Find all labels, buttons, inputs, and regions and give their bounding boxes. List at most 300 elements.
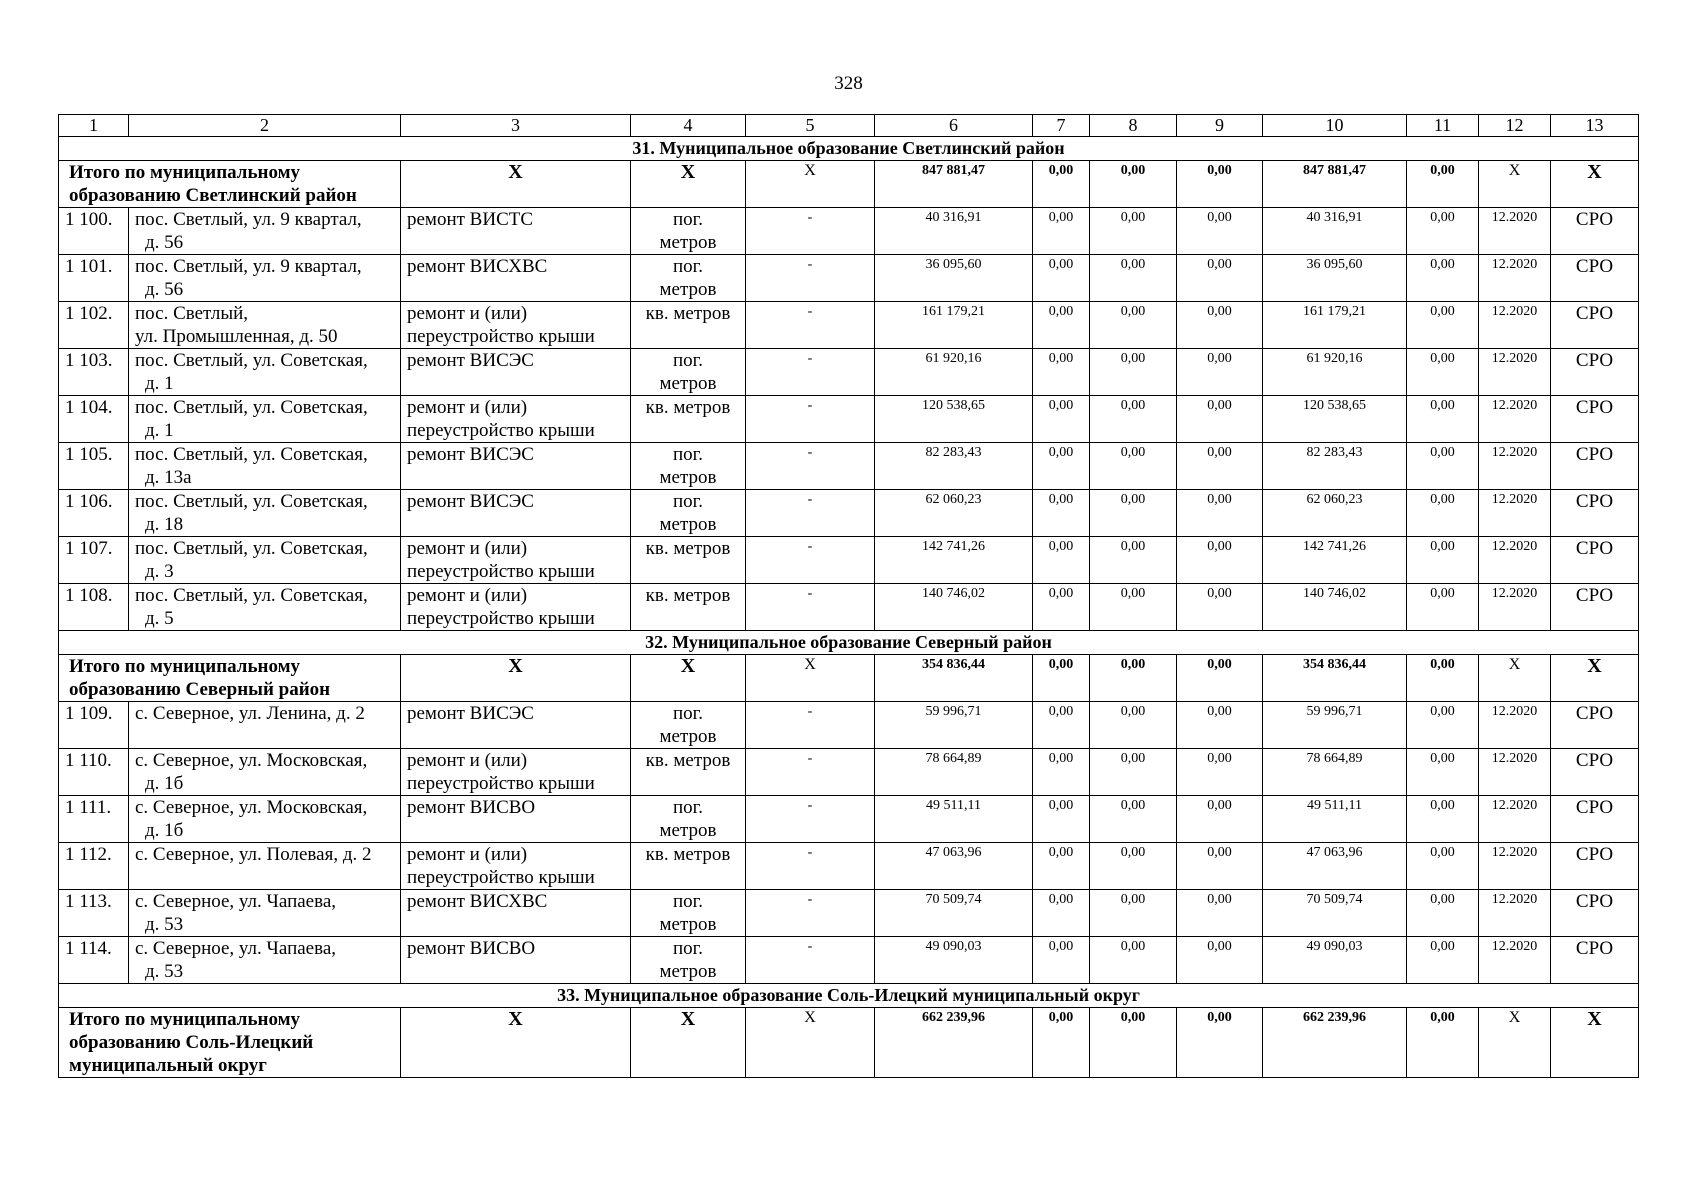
operator-cell-text: СРО bbox=[1575, 585, 1614, 606]
col-12-cell bbox=[1479, 443, 1551, 490]
section-title-row bbox=[59, 137, 1639, 161]
col-9-cell bbox=[1177, 396, 1263, 443]
total-col-3 bbox=[401, 1008, 631, 1078]
unit-line: кв. метров bbox=[645, 538, 731, 559]
col-10-cell-text: 70 509,74 bbox=[1306, 892, 1363, 907]
col-6-cell-text: 120 538,65 bbox=[922, 398, 985, 413]
address-line: с. Северное, ул. Чапаева, bbox=[135, 891, 337, 912]
unit-line: метров bbox=[659, 514, 717, 535]
col-9-cell-text: 0,00 bbox=[1207, 845, 1232, 860]
col-8-cell-text: 0,00 bbox=[1120, 845, 1146, 860]
work-type-line: ремонт ВИСЭС bbox=[407, 350, 534, 371]
total-col-4 bbox=[631, 1008, 746, 1078]
col-10-cell bbox=[1263, 490, 1407, 537]
operator-cell-text: СРО bbox=[1575, 891, 1614, 912]
col-5-cell-text: - bbox=[807, 445, 813, 460]
unit-cell bbox=[631, 537, 746, 584]
row-number-text: 1 113. bbox=[65, 891, 112, 912]
col-9-cell bbox=[1177, 584, 1263, 631]
unit-line: пог. bbox=[672, 797, 704, 818]
col-6-cell bbox=[875, 255, 1033, 302]
unit-line: метров bbox=[659, 373, 717, 394]
total-col-8-text: 0,00 bbox=[1120, 657, 1146, 672]
col-10-cell bbox=[1263, 584, 1407, 631]
col-6-cell bbox=[875, 584, 1033, 631]
total-col-6-text: 354 836,44 bbox=[922, 657, 985, 672]
col-12-cell-text: 12.2020 bbox=[1491, 445, 1538, 460]
total-col-8-text: 0,00 bbox=[1120, 163, 1146, 178]
col-9-cell-text: 0,00 bbox=[1207, 586, 1232, 601]
total-name-line: муниципальный округ bbox=[69, 1055, 267, 1076]
row-number bbox=[59, 749, 129, 796]
col-9-cell-text: 0,00 bbox=[1207, 210, 1232, 225]
unit-cell bbox=[631, 396, 746, 443]
unit-line: пог. bbox=[672, 491, 704, 512]
col-7-cell bbox=[1033, 537, 1090, 584]
page-number: 328 bbox=[834, 73, 863, 94]
total-col-10-text: 662 239,96 bbox=[1303, 1010, 1366, 1025]
col-9-cell bbox=[1177, 443, 1263, 490]
operator-cell bbox=[1551, 937, 1639, 984]
work-type-cell bbox=[401, 702, 631, 749]
address-cell bbox=[129, 443, 401, 490]
col-11-cell bbox=[1407, 749, 1479, 796]
total-name bbox=[59, 161, 401, 208]
row-number bbox=[59, 890, 129, 937]
col-10-cell bbox=[1263, 537, 1407, 584]
total-col-7-text: 0,00 bbox=[1048, 1010, 1074, 1025]
total-col-13-text: X bbox=[1587, 655, 1602, 677]
col-11-cell-text: 0,00 bbox=[1430, 939, 1455, 954]
col-6-cell bbox=[875, 302, 1033, 349]
unit-line: метров bbox=[659, 961, 717, 982]
col-8-cell bbox=[1090, 749, 1177, 796]
col-5-cell bbox=[746, 890, 875, 937]
col-6-cell bbox=[875, 702, 1033, 749]
col-11-cell-text: 0,00 bbox=[1430, 304, 1455, 319]
col-9-cell-text: 0,00 bbox=[1207, 445, 1232, 460]
col-11-cell bbox=[1407, 584, 1479, 631]
total-row bbox=[59, 161, 1639, 208]
col-11-cell bbox=[1407, 796, 1479, 843]
col-5-cell bbox=[746, 396, 875, 443]
col-6-cell-text: 49 511,11 bbox=[926, 798, 981, 813]
col-11-cell bbox=[1407, 302, 1479, 349]
col-8-cell-text: 0,00 bbox=[1120, 892, 1146, 907]
row-number bbox=[59, 443, 129, 490]
work-type-line: ремонт и (или) bbox=[407, 538, 528, 559]
address-line: пос. Светлый, bbox=[135, 303, 249, 324]
total-name-line: образованию Соль-Илецкий bbox=[69, 1032, 314, 1053]
address-line: д. 56 bbox=[145, 232, 184, 253]
address-line: с. Северное, ул. Московская, bbox=[135, 750, 368, 771]
col-7-cell-text: 0,00 bbox=[1048, 304, 1074, 319]
col-11-cell-text: 0,00 bbox=[1430, 892, 1455, 907]
unit-cell bbox=[631, 584, 746, 631]
col-11-cell bbox=[1407, 937, 1479, 984]
total-name-line: образованию Светлинский район bbox=[69, 185, 357, 206]
col-9-cell bbox=[1177, 302, 1263, 349]
total-col-6 bbox=[875, 161, 1033, 208]
address-cell bbox=[129, 796, 401, 843]
col-10-cell bbox=[1263, 937, 1407, 984]
col-8-cell-text: 0,00 bbox=[1120, 492, 1146, 507]
unit-line: метров bbox=[659, 232, 717, 253]
column-number-label: 4 bbox=[683, 115, 693, 135]
unit-line: кв. метров bbox=[645, 844, 731, 865]
table-row bbox=[59, 255, 1639, 302]
program-table bbox=[58, 114, 1639, 1078]
address-line: д. 18 bbox=[145, 514, 184, 535]
address-line: пос. Светлый, ул. Советская, bbox=[135, 350, 368, 371]
col-10-cell bbox=[1263, 443, 1407, 490]
operator-cell bbox=[1551, 749, 1639, 796]
col-9-cell bbox=[1177, 796, 1263, 843]
work-type-line: ремонт ВИСТС bbox=[407, 209, 534, 230]
col-6-cell bbox=[875, 937, 1033, 984]
table-row bbox=[59, 937, 1639, 984]
col-8-cell-text: 0,00 bbox=[1120, 398, 1146, 413]
col-6-cell-text: 40 316,91 bbox=[925, 210, 982, 225]
operator-cell bbox=[1551, 349, 1639, 396]
col-11-cell-text: 0,00 bbox=[1430, 445, 1455, 460]
col-11-cell-text: 0,00 bbox=[1430, 257, 1455, 272]
row-number bbox=[59, 796, 129, 843]
col-9-cell-text: 0,00 bbox=[1207, 351, 1232, 366]
total-name-line: Итого по муниципальному bbox=[69, 656, 301, 677]
total-col-11 bbox=[1407, 161, 1479, 208]
row-number bbox=[59, 396, 129, 443]
row-number-text: 1 107. bbox=[65, 538, 113, 559]
address-line: д. 1б bbox=[145, 820, 184, 841]
col-12-cell-text: 12.2020 bbox=[1491, 398, 1538, 413]
total-col-11-text: 0,00 bbox=[1430, 163, 1455, 178]
col-12-cell bbox=[1479, 890, 1551, 937]
col-12-cell-text: 12.2020 bbox=[1491, 304, 1538, 319]
col-6-cell-text: 161 179,21 bbox=[922, 304, 985, 319]
address-line: д. 13а bbox=[145, 467, 192, 488]
total-col-9 bbox=[1177, 1008, 1263, 1078]
col-5-cell-text: - bbox=[807, 351, 813, 366]
col-8-cell-text: 0,00 bbox=[1120, 210, 1146, 225]
col-6-cell-text: 78 664,89 bbox=[925, 751, 982, 766]
column-number-label: 5 bbox=[805, 115, 815, 135]
operator-cell-text: СРО bbox=[1575, 750, 1614, 771]
address-cell bbox=[129, 208, 401, 255]
col-5-cell bbox=[746, 255, 875, 302]
col-6-cell bbox=[875, 490, 1033, 537]
col-9-cell-text: 0,00 bbox=[1207, 398, 1232, 413]
address-cell bbox=[129, 349, 401, 396]
address-cell bbox=[129, 537, 401, 584]
total-col-5-text: X bbox=[804, 1009, 816, 1026]
row-number bbox=[59, 255, 129, 302]
unit-line: пог. bbox=[672, 209, 704, 230]
row-number-text: 1 106. bbox=[65, 491, 113, 512]
work-type-cell bbox=[401, 537, 631, 584]
work-type-line: ремонт ВИСХВС bbox=[407, 891, 548, 912]
table-row bbox=[59, 890, 1639, 937]
col-9-cell-text: 0,00 bbox=[1207, 539, 1232, 554]
col-9-cell-text: 0,00 bbox=[1207, 939, 1232, 954]
col-12-cell-text: 12.2020 bbox=[1491, 351, 1538, 366]
section-title bbox=[59, 137, 1639, 161]
row-number bbox=[59, 349, 129, 396]
col-5-cell bbox=[746, 208, 875, 255]
col-5-cell bbox=[746, 843, 875, 890]
table-row bbox=[59, 396, 1639, 443]
work-type-line: переустройство крыши bbox=[407, 326, 595, 347]
col-12-cell bbox=[1479, 702, 1551, 749]
col-10-cell-text: 49 511,11 bbox=[1307, 798, 1362, 813]
address-cell bbox=[129, 396, 401, 443]
row-number-text: 1 104. bbox=[65, 397, 113, 418]
col-12-cell bbox=[1479, 208, 1551, 255]
work-type-line: переустройство крыши bbox=[407, 608, 595, 629]
col-10-cell-text: 161 179,21 bbox=[1303, 304, 1366, 319]
work-type-cell bbox=[401, 890, 631, 937]
col-9-cell bbox=[1177, 937, 1263, 984]
operator-cell-text: СРО bbox=[1575, 303, 1614, 324]
col-5-cell-text: - bbox=[807, 751, 813, 766]
work-type-cell bbox=[401, 584, 631, 631]
work-type-line: переустройство крыши bbox=[407, 561, 595, 582]
row-number-text: 1 101. bbox=[65, 256, 113, 277]
col-9-cell bbox=[1177, 702, 1263, 749]
address-line: пос. Светлый, ул. Советская, bbox=[135, 585, 368, 606]
unit-line: пог. bbox=[672, 350, 704, 371]
total-col-9 bbox=[1177, 161, 1263, 208]
row-number-text: 1 103. bbox=[65, 350, 113, 371]
col-7-cell-text: 0,00 bbox=[1048, 492, 1074, 507]
column-number-9 bbox=[1177, 115, 1263, 137]
work-type-line: ремонт и (или) bbox=[407, 585, 528, 606]
total-col-3-text: X bbox=[508, 1008, 523, 1030]
col-6-cell-text: 70 509,74 bbox=[925, 892, 982, 907]
col-6-cell-text: 61 920,16 bbox=[925, 351, 982, 366]
total-col-5 bbox=[746, 1008, 875, 1078]
col-12-cell-text: 12.2020 bbox=[1491, 939, 1538, 954]
operator-cell-text: СРО bbox=[1575, 209, 1614, 230]
address-line: д. 1б bbox=[145, 773, 184, 794]
row-number bbox=[59, 490, 129, 537]
unit-cell bbox=[631, 843, 746, 890]
col-11-cell-text: 0,00 bbox=[1430, 586, 1455, 601]
row-number-text: 1 105. bbox=[65, 444, 113, 465]
column-number-label: 3 bbox=[511, 115, 520, 135]
unit-line: метров bbox=[659, 820, 717, 841]
col-5-cell-text: - bbox=[807, 704, 813, 719]
operator-cell bbox=[1551, 396, 1639, 443]
col-7-cell-text: 0,00 bbox=[1048, 445, 1074, 460]
col-7-cell bbox=[1033, 843, 1090, 890]
table-row bbox=[59, 349, 1639, 396]
column-number-label: 7 bbox=[1056, 115, 1066, 135]
work-type-line: ремонт ВИСЭС bbox=[407, 491, 534, 512]
total-col-7 bbox=[1033, 655, 1090, 702]
col-8-cell-text: 0,00 bbox=[1120, 304, 1146, 319]
col-11-cell-text: 0,00 bbox=[1430, 210, 1455, 225]
unit-line: кв. метров bbox=[645, 750, 731, 771]
col-8-cell bbox=[1090, 843, 1177, 890]
col-11-cell-text: 0,00 bbox=[1430, 539, 1455, 554]
col-8-cell bbox=[1090, 490, 1177, 537]
col-5-cell-text: - bbox=[807, 398, 813, 413]
col-7-cell bbox=[1033, 584, 1090, 631]
col-7-cell-text: 0,00 bbox=[1048, 798, 1074, 813]
col-8-cell bbox=[1090, 208, 1177, 255]
row-number-text: 1 111. bbox=[65, 797, 112, 818]
col-5-cell bbox=[746, 702, 875, 749]
work-type-cell bbox=[401, 302, 631, 349]
col-10-cell bbox=[1263, 796, 1407, 843]
address-line: д. 1 bbox=[145, 373, 174, 394]
column-number-row bbox=[59, 115, 1639, 137]
col-7-cell bbox=[1033, 443, 1090, 490]
col-12-cell bbox=[1479, 255, 1551, 302]
col-7-cell-text: 0,00 bbox=[1048, 539, 1074, 554]
total-col-11-text: 0,00 bbox=[1430, 1010, 1455, 1025]
col-9-cell-text: 0,00 bbox=[1207, 492, 1232, 507]
total-col-8 bbox=[1090, 161, 1177, 208]
column-number-label: 10 bbox=[1325, 115, 1344, 135]
unit-cell bbox=[631, 890, 746, 937]
unit-line: пог. bbox=[672, 256, 704, 277]
col-10-cell-text: 140 746,02 bbox=[1303, 586, 1366, 601]
col-10-cell-text: 49 090,03 bbox=[1306, 939, 1363, 954]
col-10-cell bbox=[1263, 749, 1407, 796]
col-12-cell bbox=[1479, 302, 1551, 349]
operator-cell-text: СРО bbox=[1575, 444, 1614, 465]
work-type-line: ремонт и (или) bbox=[407, 303, 528, 324]
total-col-6 bbox=[875, 1008, 1033, 1078]
work-type-line: переустройство крыши bbox=[407, 773, 595, 794]
total-col-3-text: X bbox=[508, 161, 523, 183]
col-12-cell bbox=[1479, 490, 1551, 537]
total-col-9-text: 0,00 bbox=[1207, 163, 1232, 178]
total-col-13 bbox=[1551, 1008, 1639, 1078]
column-number-13 bbox=[1551, 115, 1639, 137]
operator-cell bbox=[1551, 302, 1639, 349]
total-col-13 bbox=[1551, 655, 1639, 702]
column-number-5 bbox=[746, 115, 875, 137]
col-6-cell bbox=[875, 443, 1033, 490]
address-line: с. Северное, ул. Ленина, д. 2 bbox=[135, 703, 365, 724]
col-5-cell-text: - bbox=[807, 539, 813, 554]
col-8-cell-text: 0,00 bbox=[1120, 351, 1146, 366]
row-number bbox=[59, 584, 129, 631]
total-col-12-text: X bbox=[1508, 656, 1521, 673]
operator-cell bbox=[1551, 796, 1639, 843]
col-10-cell-text: 142 741,26 bbox=[1303, 539, 1366, 554]
col-6-cell-text: 140 746,02 bbox=[922, 586, 985, 601]
address-cell bbox=[129, 937, 401, 984]
column-number-8 bbox=[1090, 115, 1177, 137]
total-col-12-text: X bbox=[1508, 1009, 1521, 1026]
work-type-cell bbox=[401, 255, 631, 302]
col-12-cell-text: 12.2020 bbox=[1491, 257, 1538, 272]
total-col-5 bbox=[746, 655, 875, 702]
col-12-cell bbox=[1479, 349, 1551, 396]
work-type-line: ремонт ВИСЭС bbox=[407, 444, 534, 465]
total-col-12 bbox=[1479, 655, 1551, 702]
table-row bbox=[59, 702, 1639, 749]
unit-line: метров bbox=[659, 914, 717, 935]
col-6-cell bbox=[875, 796, 1033, 843]
col-8-cell-text: 0,00 bbox=[1120, 257, 1146, 272]
total-col-4 bbox=[631, 161, 746, 208]
row-number bbox=[59, 208, 129, 255]
total-col-6 bbox=[875, 655, 1033, 702]
total-col-4 bbox=[631, 655, 746, 702]
total-col-5-text: X bbox=[804, 162, 816, 179]
total-row bbox=[59, 655, 1639, 702]
work-type-line: ремонт ВИСЭС bbox=[407, 703, 534, 724]
col-8-cell bbox=[1090, 584, 1177, 631]
col-8-cell-text: 0,00 bbox=[1120, 445, 1146, 460]
unit-line: пог. bbox=[672, 703, 704, 724]
total-col-12-text: X bbox=[1508, 162, 1521, 179]
col-8-cell-text: 0,00 bbox=[1120, 939, 1146, 954]
col-8-cell bbox=[1090, 396, 1177, 443]
col-9-cell bbox=[1177, 255, 1263, 302]
total-col-3 bbox=[401, 161, 631, 208]
col-11-cell-text: 0,00 bbox=[1430, 704, 1455, 719]
operator-cell bbox=[1551, 537, 1639, 584]
col-12-cell-text: 12.2020 bbox=[1491, 845, 1538, 860]
total-col-10 bbox=[1263, 161, 1407, 208]
total-col-7 bbox=[1033, 1008, 1090, 1078]
table-row bbox=[59, 749, 1639, 796]
section-title bbox=[59, 984, 1639, 1008]
col-6-cell bbox=[875, 349, 1033, 396]
col-8-cell bbox=[1090, 537, 1177, 584]
address-line: пос. Светлый, ул. Советская, bbox=[135, 397, 368, 418]
col-9-cell bbox=[1177, 349, 1263, 396]
unit-line: кв. метров bbox=[645, 585, 731, 606]
unit-cell bbox=[631, 208, 746, 255]
column-number-label: 8 bbox=[1128, 115, 1138, 135]
col-5-cell-text: - bbox=[807, 892, 813, 907]
col-5-cell-text: - bbox=[807, 845, 813, 860]
total-row bbox=[59, 1008, 1639, 1078]
col-8-cell bbox=[1090, 302, 1177, 349]
col-6-cell-text: 59 996,71 bbox=[925, 704, 982, 719]
col-8-cell bbox=[1090, 443, 1177, 490]
col-10-cell-text: 120 538,65 bbox=[1303, 398, 1366, 413]
col-5-cell-text: - bbox=[807, 257, 813, 272]
row-number-text: 1 112. bbox=[65, 844, 112, 865]
col-5-cell bbox=[746, 537, 875, 584]
col-10-cell bbox=[1263, 255, 1407, 302]
col-8-cell bbox=[1090, 255, 1177, 302]
total-col-4-text: X bbox=[680, 1008, 696, 1030]
table-row bbox=[59, 796, 1639, 843]
col-12-cell-text: 12.2020 bbox=[1491, 492, 1538, 507]
operator-cell bbox=[1551, 890, 1639, 937]
total-name-line: Итого по муниципальному bbox=[69, 1009, 301, 1030]
col-7-cell-text: 0,00 bbox=[1048, 210, 1074, 225]
col-12-cell-text: 12.2020 bbox=[1491, 892, 1538, 907]
col-11-cell bbox=[1407, 702, 1479, 749]
col-8-cell-text: 0,00 bbox=[1120, 704, 1146, 719]
col-9-cell-text: 0,00 bbox=[1207, 304, 1232, 319]
operator-cell-text: СРО bbox=[1575, 703, 1614, 724]
total-col-10 bbox=[1263, 1008, 1407, 1078]
col-10-cell-text: 82 283,43 bbox=[1306, 445, 1363, 460]
col-5-cell bbox=[746, 937, 875, 984]
col-9-cell-text: 0,00 bbox=[1207, 704, 1232, 719]
